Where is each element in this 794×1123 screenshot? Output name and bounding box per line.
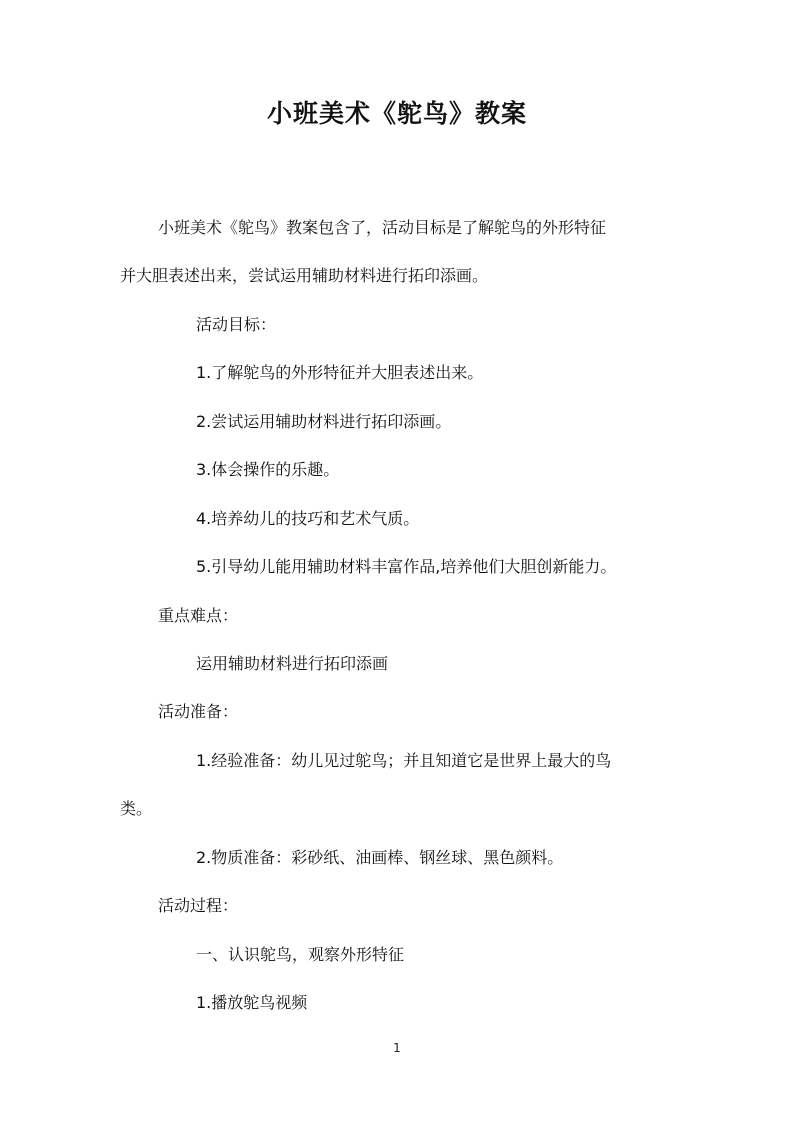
intro-line-1: 小班美术《鸵鸟》教案包含了，活动目标是了解鸵鸟的外形特征 — [158, 218, 607, 237]
preparation-item-1-line-2: 类。 — [120, 799, 153, 818]
preparation-item-1-line-1: 1.经验准备：幼儿见过鸵鸟；并且知道它是世界上最大的鸟 — [196, 751, 612, 770]
preparation-item-2: 2.物质准备：彩砂纸、油画棒、钢丝球、黑色颜料。 — [196, 848, 564, 867]
key-points-text: 运用辅助材料进行拓印添画 — [196, 654, 389, 673]
goal-item-1: 1.了解鸵鸟的外形特征并大胆表述出来。 — [196, 363, 484, 382]
intro-line-2: 并大胆表述出来，尝试运用辅助材料进行拓印添画。 — [120, 266, 489, 285]
process-heading: 活动过程： — [158, 896, 239, 915]
document-title: 小班美术《鸵鸟》教案 — [266, 99, 527, 128]
goal-item-2: 2.尝试运用辅助材料进行拓印添画。 — [196, 412, 452, 431]
process-step-1: 1.播放鸵鸟视频 — [196, 993, 308, 1012]
goal-item-3: 3.体会操作的乐趣。 — [196, 460, 340, 479]
key-points-heading: 重点难点： — [158, 606, 239, 625]
goal-item-5: 5.引导幼儿能用辅助材料丰富作品,培养他们大胆创新能力。 — [196, 557, 617, 576]
process-section-1: 一、认识鸵鸟，观察外形特征 — [196, 945, 405, 964]
goal-item-4: 4.培养幼儿的技巧和艺术气质。 — [196, 509, 420, 528]
page-number: 1 — [393, 1041, 401, 1055]
preparation-heading: 活动准备： — [158, 702, 239, 721]
goals-heading: 活动目标： — [196, 315, 277, 334]
